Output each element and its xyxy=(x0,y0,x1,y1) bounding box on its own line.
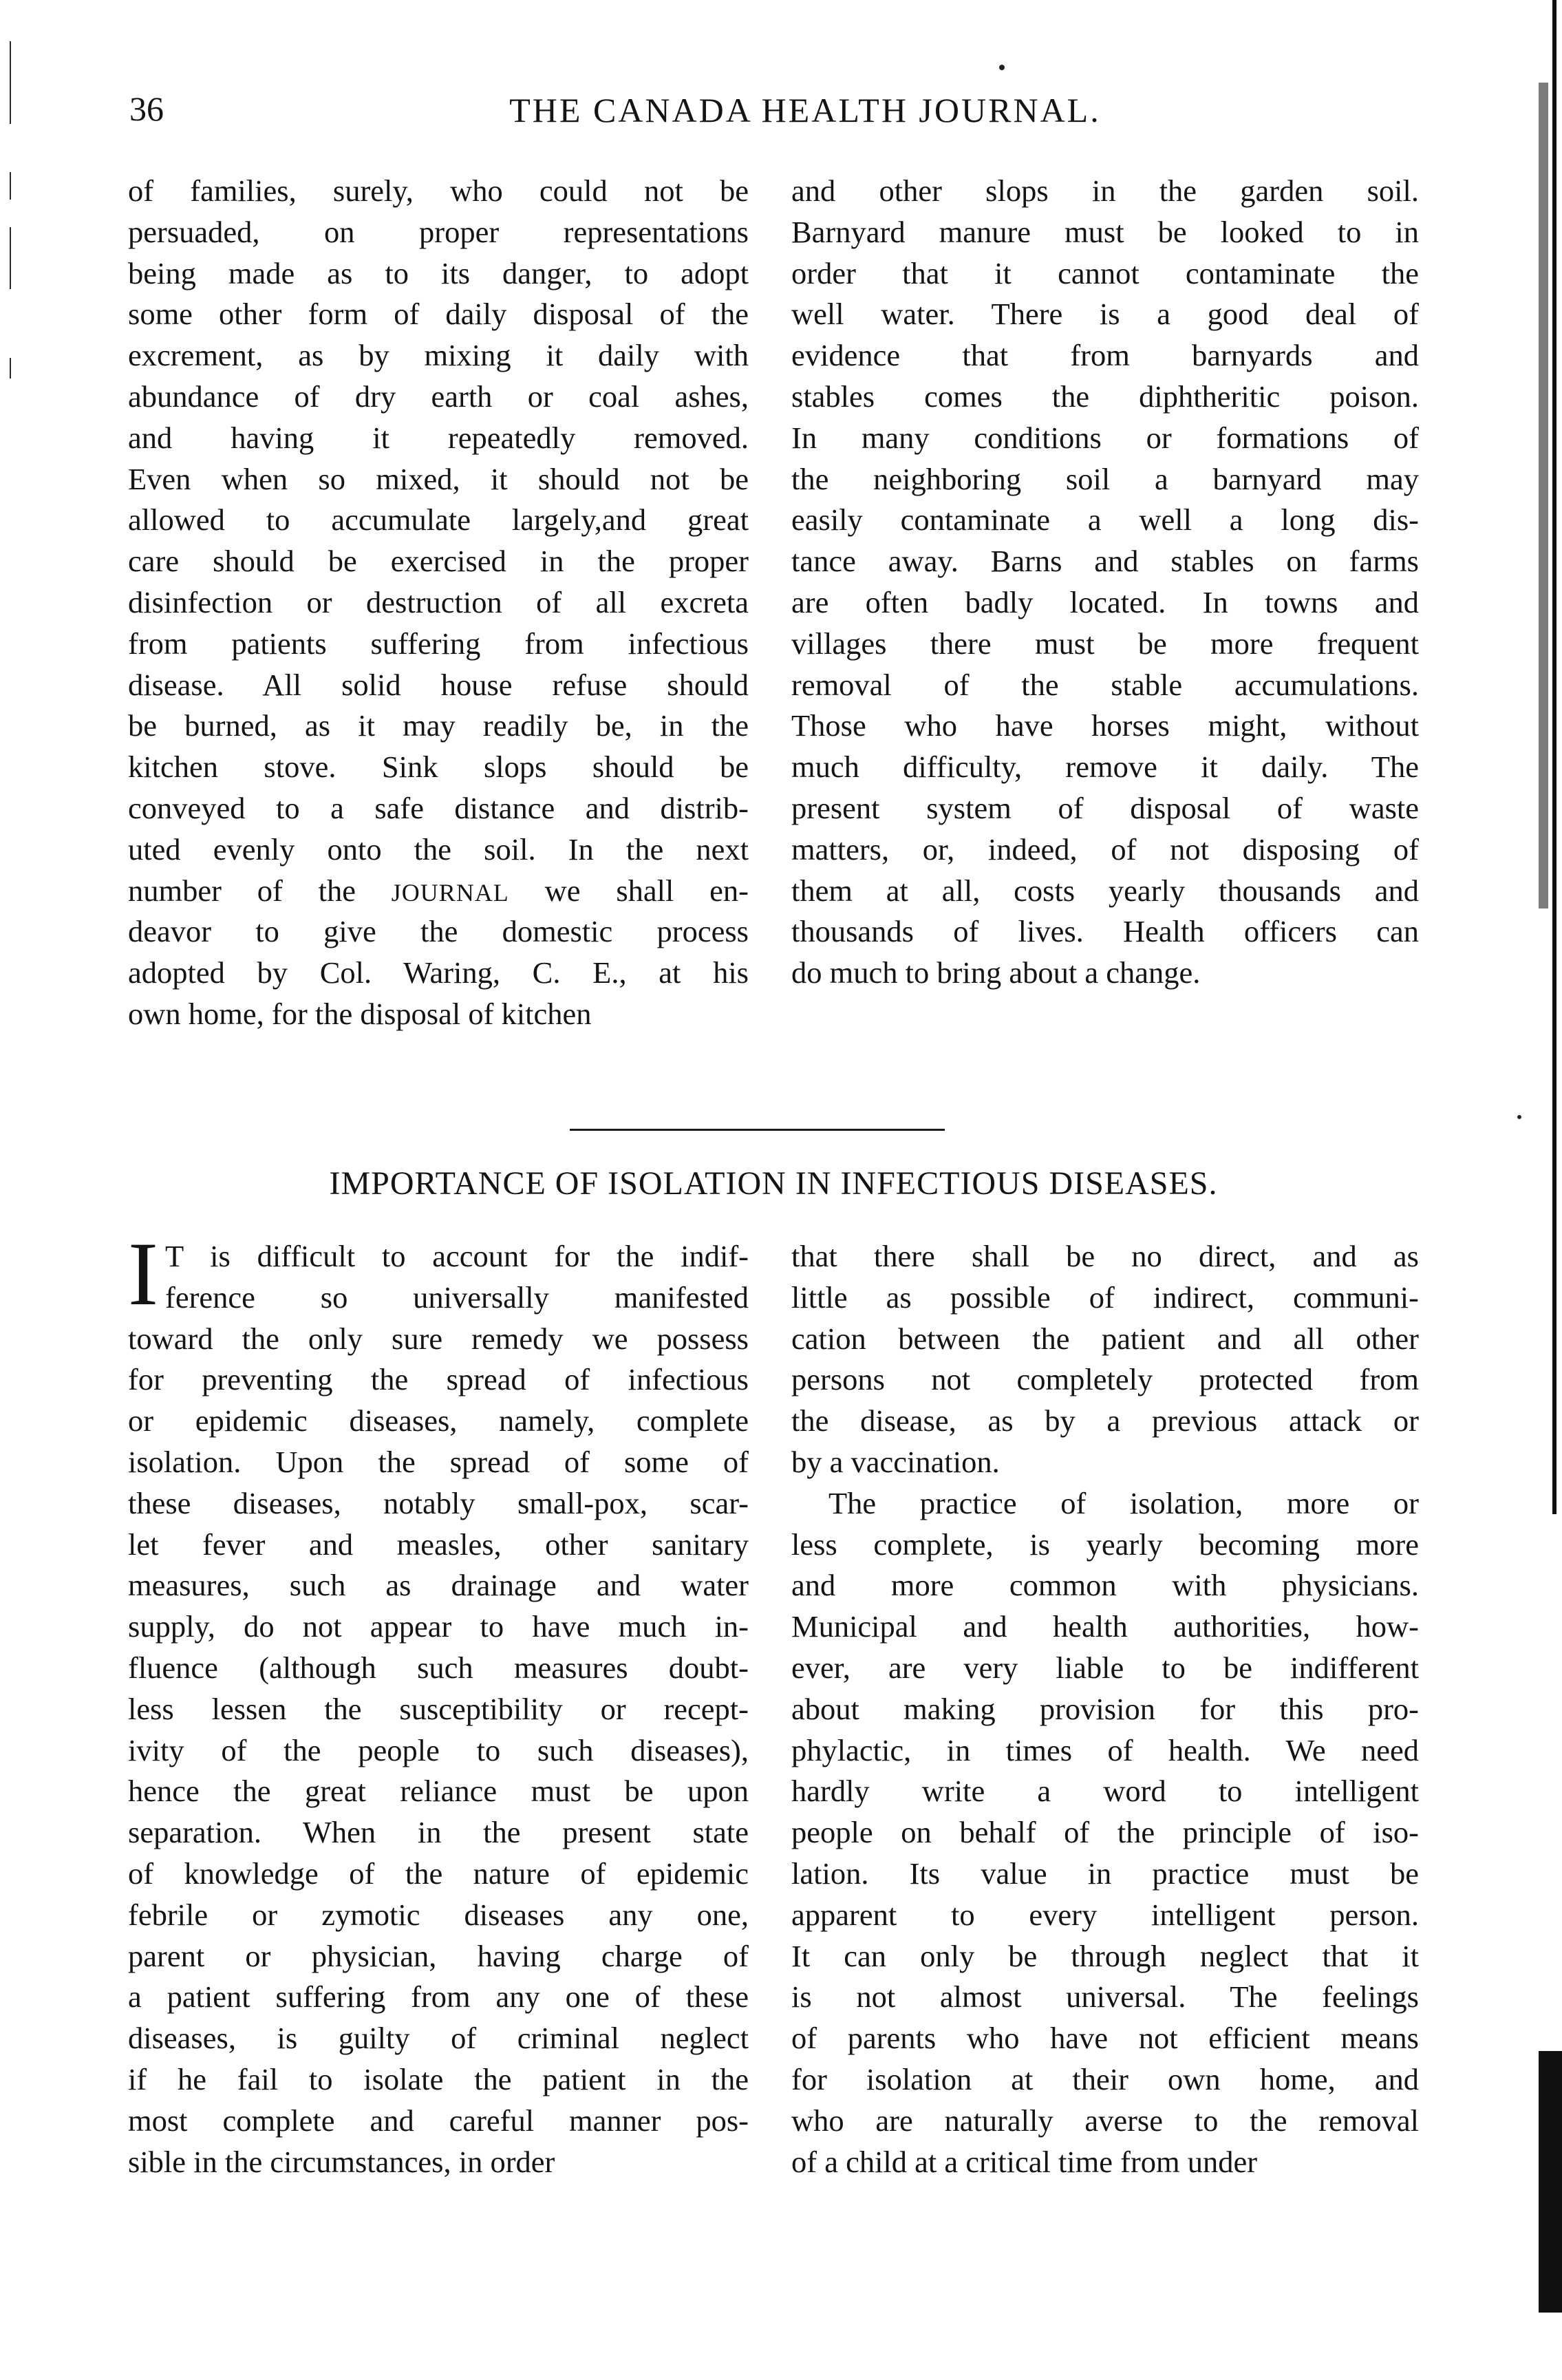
text-line: supply, do not appear to have much in- xyxy=(128,1609,749,1644)
text-line: less lessen the susceptibility or recept- xyxy=(128,1691,749,1726)
running-title: THE CANADA HEALTH JOURNAL. xyxy=(509,91,1101,129)
text-line: allowed to accumulate largely,and great xyxy=(128,502,749,538)
text-line: T is difficult to account for the indif- xyxy=(165,1239,749,1273)
text-line: deavor to give the domestic process xyxy=(128,914,749,949)
text-line: care should be exercised in the proper xyxy=(128,544,749,579)
text-line: phylactic, in times of health. We need xyxy=(791,1732,1419,1767)
scan-speck xyxy=(1517,1115,1521,1119)
text-line: removal of the stable accumulations. xyxy=(791,667,1419,702)
text-line: toward the only sure remedy we possess xyxy=(128,1321,749,1356)
text-line: villages there must be more frequent xyxy=(791,626,1419,661)
section-divider xyxy=(570,1129,945,1131)
text-line: Municipal and health authorities, how- xyxy=(791,1609,1419,1644)
text-line: of a child at a critical time from under xyxy=(791,2144,1258,2179)
text-line: adopted by Col. Waring, C. E., at his xyxy=(128,955,749,990)
text-line: let fever and measles, other sanitary xyxy=(128,1527,749,1562)
text-line: if he fail to isolate the patient in the xyxy=(128,2061,749,2096)
text-line: and more common with physicians. xyxy=(791,1568,1419,1603)
text-line: order that it cannot contaminate the xyxy=(791,255,1419,290)
text-line: matters, or, indeed, of not disposing of xyxy=(791,831,1419,867)
text-line: evidence that from barnyards and xyxy=(791,338,1419,373)
text-line: fluence (although such measures doubt- xyxy=(128,1650,749,1685)
text-line: abundance of dry earth or coal ashes, xyxy=(128,379,749,414)
drop-cap: I xyxy=(128,1223,158,1324)
text-line: well water. There is a good deal of xyxy=(791,297,1419,332)
text-line: about making provision for this pro- xyxy=(791,1691,1419,1726)
text-line: febrile or zymotic diseases any one, xyxy=(128,1897,749,1932)
text-line: be burned, as it may readily be, in the xyxy=(128,708,749,743)
text-line: and other slops in the garden soil. xyxy=(791,173,1419,208)
text-line: stables comes the diphtheritic poison. xyxy=(791,379,1419,414)
text-line: most complete and careful manner pos- xyxy=(128,2103,749,2138)
text-line: apparent to every intelligent person. xyxy=(791,1897,1419,1932)
text-line: that there shall be no direct, and as xyxy=(791,1239,1419,1273)
text-line: for isolation at their own home, and xyxy=(791,2061,1419,2096)
text-line: of families, surely, who could not be xyxy=(128,173,749,208)
text-line: by a vaccination. xyxy=(791,1444,1000,1479)
text-line: do much to bring about a change. xyxy=(791,955,1201,990)
text-line: ivity of the people to such diseases), xyxy=(128,1732,749,1767)
text-line: tance away. Barns and stables on farms xyxy=(791,544,1419,579)
text-line: disinfection or destruction of all excreta xyxy=(128,584,749,619)
text-line: The practice of isolation, more or xyxy=(828,1485,1419,1520)
text-line: kitchen stove. Sink slops should be xyxy=(128,750,749,785)
text-line: Even when so mixed, it should not be xyxy=(128,461,749,496)
text-line: Those who have horses might, without xyxy=(791,708,1419,743)
text-line: diseases, is guilty of criminal neglect xyxy=(128,2021,749,2056)
text-line: are often badly located. In towns and xyxy=(791,584,1419,619)
text-line: measures, such as drainage and water xyxy=(128,1568,749,1603)
text-line: much difficulty, remove it daily. The xyxy=(791,750,1419,785)
text-line: or epidemic diseases, namely, complete xyxy=(128,1403,749,1438)
text-line: excrement, as by mixing it daily with xyxy=(128,338,749,373)
text-line: who are naturally averse to the removal xyxy=(791,2103,1419,2138)
text-line: a patient suffering from any one of these xyxy=(128,1979,749,2015)
text-line: lation. Its value in practice must be xyxy=(791,1856,1419,1891)
text-line: In many conditions or formations of xyxy=(791,420,1419,455)
text-line: Barnyard manure must be looked to in xyxy=(791,214,1419,249)
text-line: is not almost universal. The feelings xyxy=(791,1979,1419,2015)
top-right-column xyxy=(791,171,1419,994)
text-line: disease. All solid house refuse should xyxy=(128,667,749,702)
text-line: conveyed to a safe distance and distrib- xyxy=(128,790,749,825)
bottom-right-column xyxy=(791,1236,1419,2182)
text-line: from patients suffering from infectious xyxy=(128,626,749,661)
text-line: cation between the patient and all other xyxy=(791,1321,1419,1356)
text-line: people on behalf of the principle of iso- xyxy=(791,1815,1419,1850)
text-line: the disease, as by a previous attack or xyxy=(791,1403,1419,1438)
text-line: separation. When in the present state xyxy=(128,1815,749,1850)
text-line: sible in the circumstances, in order xyxy=(128,2144,555,2179)
text-line: isolation. Upon the spread of some of xyxy=(128,1444,749,1479)
text-line: number of the JOURNAL we shall en- xyxy=(128,873,749,908)
text-line: own home, for the disposal of kitchen xyxy=(128,996,592,1031)
text-line: hardly write a word to intelligent xyxy=(791,1774,1419,1809)
text-line: easily contaminate a well a long dis- xyxy=(791,502,1419,538)
text-line: them at all, costs yearly thousands and xyxy=(791,873,1419,908)
bottom-left-column xyxy=(128,1236,749,2182)
text-line: little as possible of indirect, communi- xyxy=(791,1279,1419,1315)
text-line: and having it repeatedly removed. xyxy=(128,420,749,455)
text-line: these diseases, notably small-pox, scar- xyxy=(128,1485,749,1520)
scan-speck xyxy=(999,65,1005,70)
text-line: hence the great reliance must be upon xyxy=(128,1774,749,1809)
text-line: parent or physician, having charge of xyxy=(128,1938,749,1973)
top-left-column xyxy=(128,171,749,1035)
page-number: 36 xyxy=(129,89,164,128)
text-line: persuaded, on proper representations xyxy=(128,214,749,249)
text-line: ference so universally manifested xyxy=(165,1279,749,1315)
left-scan-edge xyxy=(0,0,21,2380)
text-line: uted evenly onto the soil. In the next xyxy=(128,831,749,867)
text-line: for preventing the spread of infectious xyxy=(128,1362,749,1397)
text-line: persons not completely protected from xyxy=(791,1362,1419,1397)
text-line: ever, are very liable to be indifferent xyxy=(791,1650,1419,1685)
text-line: of parents who have not efficient means xyxy=(791,2021,1419,2056)
text-line: present system of disposal of waste xyxy=(791,790,1419,825)
text-line: the neighboring soil a barnyard may xyxy=(791,461,1419,496)
text-line: some other form of daily disposal of the xyxy=(128,297,749,332)
text-line: less complete, is yearly becoming more xyxy=(791,1527,1419,1562)
text-line: It can only be through neglect that it xyxy=(791,1938,1419,1973)
text-line: thousands of lives. Health officers can xyxy=(791,914,1419,949)
text-line: being made as to its danger, to adopt xyxy=(128,255,749,290)
right-scan-edge xyxy=(1521,0,1562,2380)
text-line: of knowledge of the nature of epidemic xyxy=(128,1856,749,1891)
section-title: IMPORTANCE OF ISOLATION IN INFECTIOUS DISEASES. xyxy=(329,1165,1218,1202)
